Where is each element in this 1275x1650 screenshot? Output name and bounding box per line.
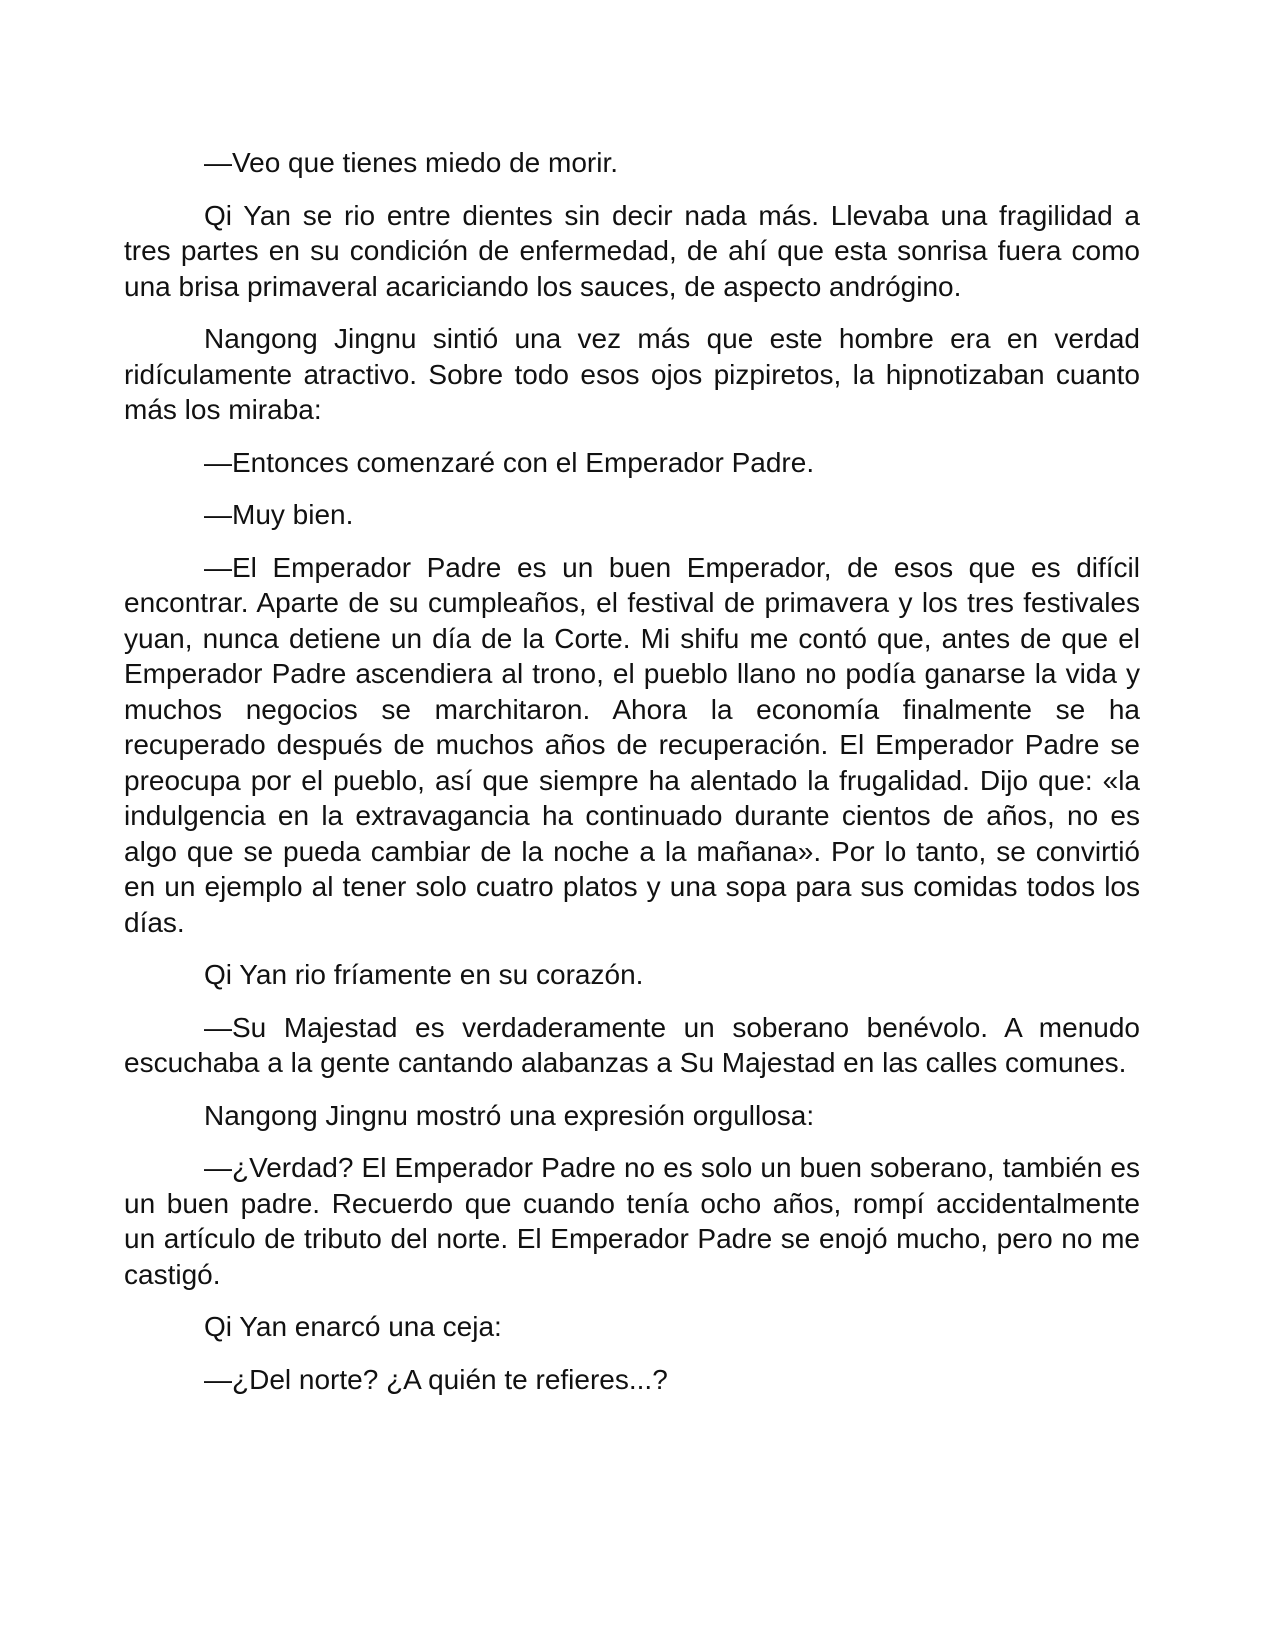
document-page: [124, 145, 1140, 1414]
paragraph: Nangong Jingnu sintió una vez más que este hombre era en verdad ridículamente atractivo. Sobre todo esos ojos pizpiretos, la hipnotizaban cuanto más los miraba:: [124, 323, 1140, 425]
paragraph: Qi Yan se rio entre dientes sin decir nada más. Llevaba una fragilidad a tres partes en su condición de enfermedad, de ahí que esta sonrisa fuera como una brisa primaveral acariciando los sauces, de aspecto andrógino.: [124, 199, 1140, 302]
paragraph: —El Emperador Padre es un buen Emperador, de esos que es difícil encontrar. Aparte de su cumpleaños, el festival de primavera y los tres festivales yuan, nunca detiene un día de la Corte. Mi shifu me contó que, antes de que el Emperador Padre ascendiera al trono, el pueblo llano no podía ganarse la vida y muchos negocios se marchitaron. Ahora la economía finalmente se ha recuperado después de muchos años de recuperación. El Emperador Padre se preocupa por el pueblo, así que siempre ha alentado la frugalidad. Dijo que: «la indulgencia en la extravagancia ha continuado durante cientos de años, no es algo que se pueda cambiar de la noche a la mañana». Por lo tanto, se convirtió en un ejemplo al tener solo cuatro platos y una sopa para sus comidas todos los días.: [124, 551, 1140, 938]
paragraph: Nangong Jingnu mostró una expresión orgullosa:: [204, 1099, 815, 1131]
paragraph: —Su Majestad es verdaderamente un soberano benévolo. A menudo escuchaba a la gente cantando alabanzas a Su Majestad en las calles comunes.: [124, 1011, 1140, 1078]
paragraph: —¿Verdad? El Emperador Padre no es solo un buen soberano, también es un buen padre. Recuerdo que cuando tenía ocho años, rompí accidentalmente un artículo de tributo del norte. El Emperador Padre se enojó mucho, pero no me castigó.: [124, 1152, 1140, 1290]
paragraph: —Entonces comenzaré con el Emperador Padre.: [204, 446, 815, 478]
paragraph: —Veo que tienes miedo de morir.: [204, 147, 619, 178]
paragraph: —¿Del norte? ¿A quién te refieres...?: [204, 1363, 668, 1395]
paragraph: Qi Yan rio fríamente en su corazón.: [204, 959, 644, 990]
paragraph: —Muy bien.: [204, 499, 354, 530]
paragraph: Qi Yan enarcó una ceja:: [204, 1311, 502, 1342]
